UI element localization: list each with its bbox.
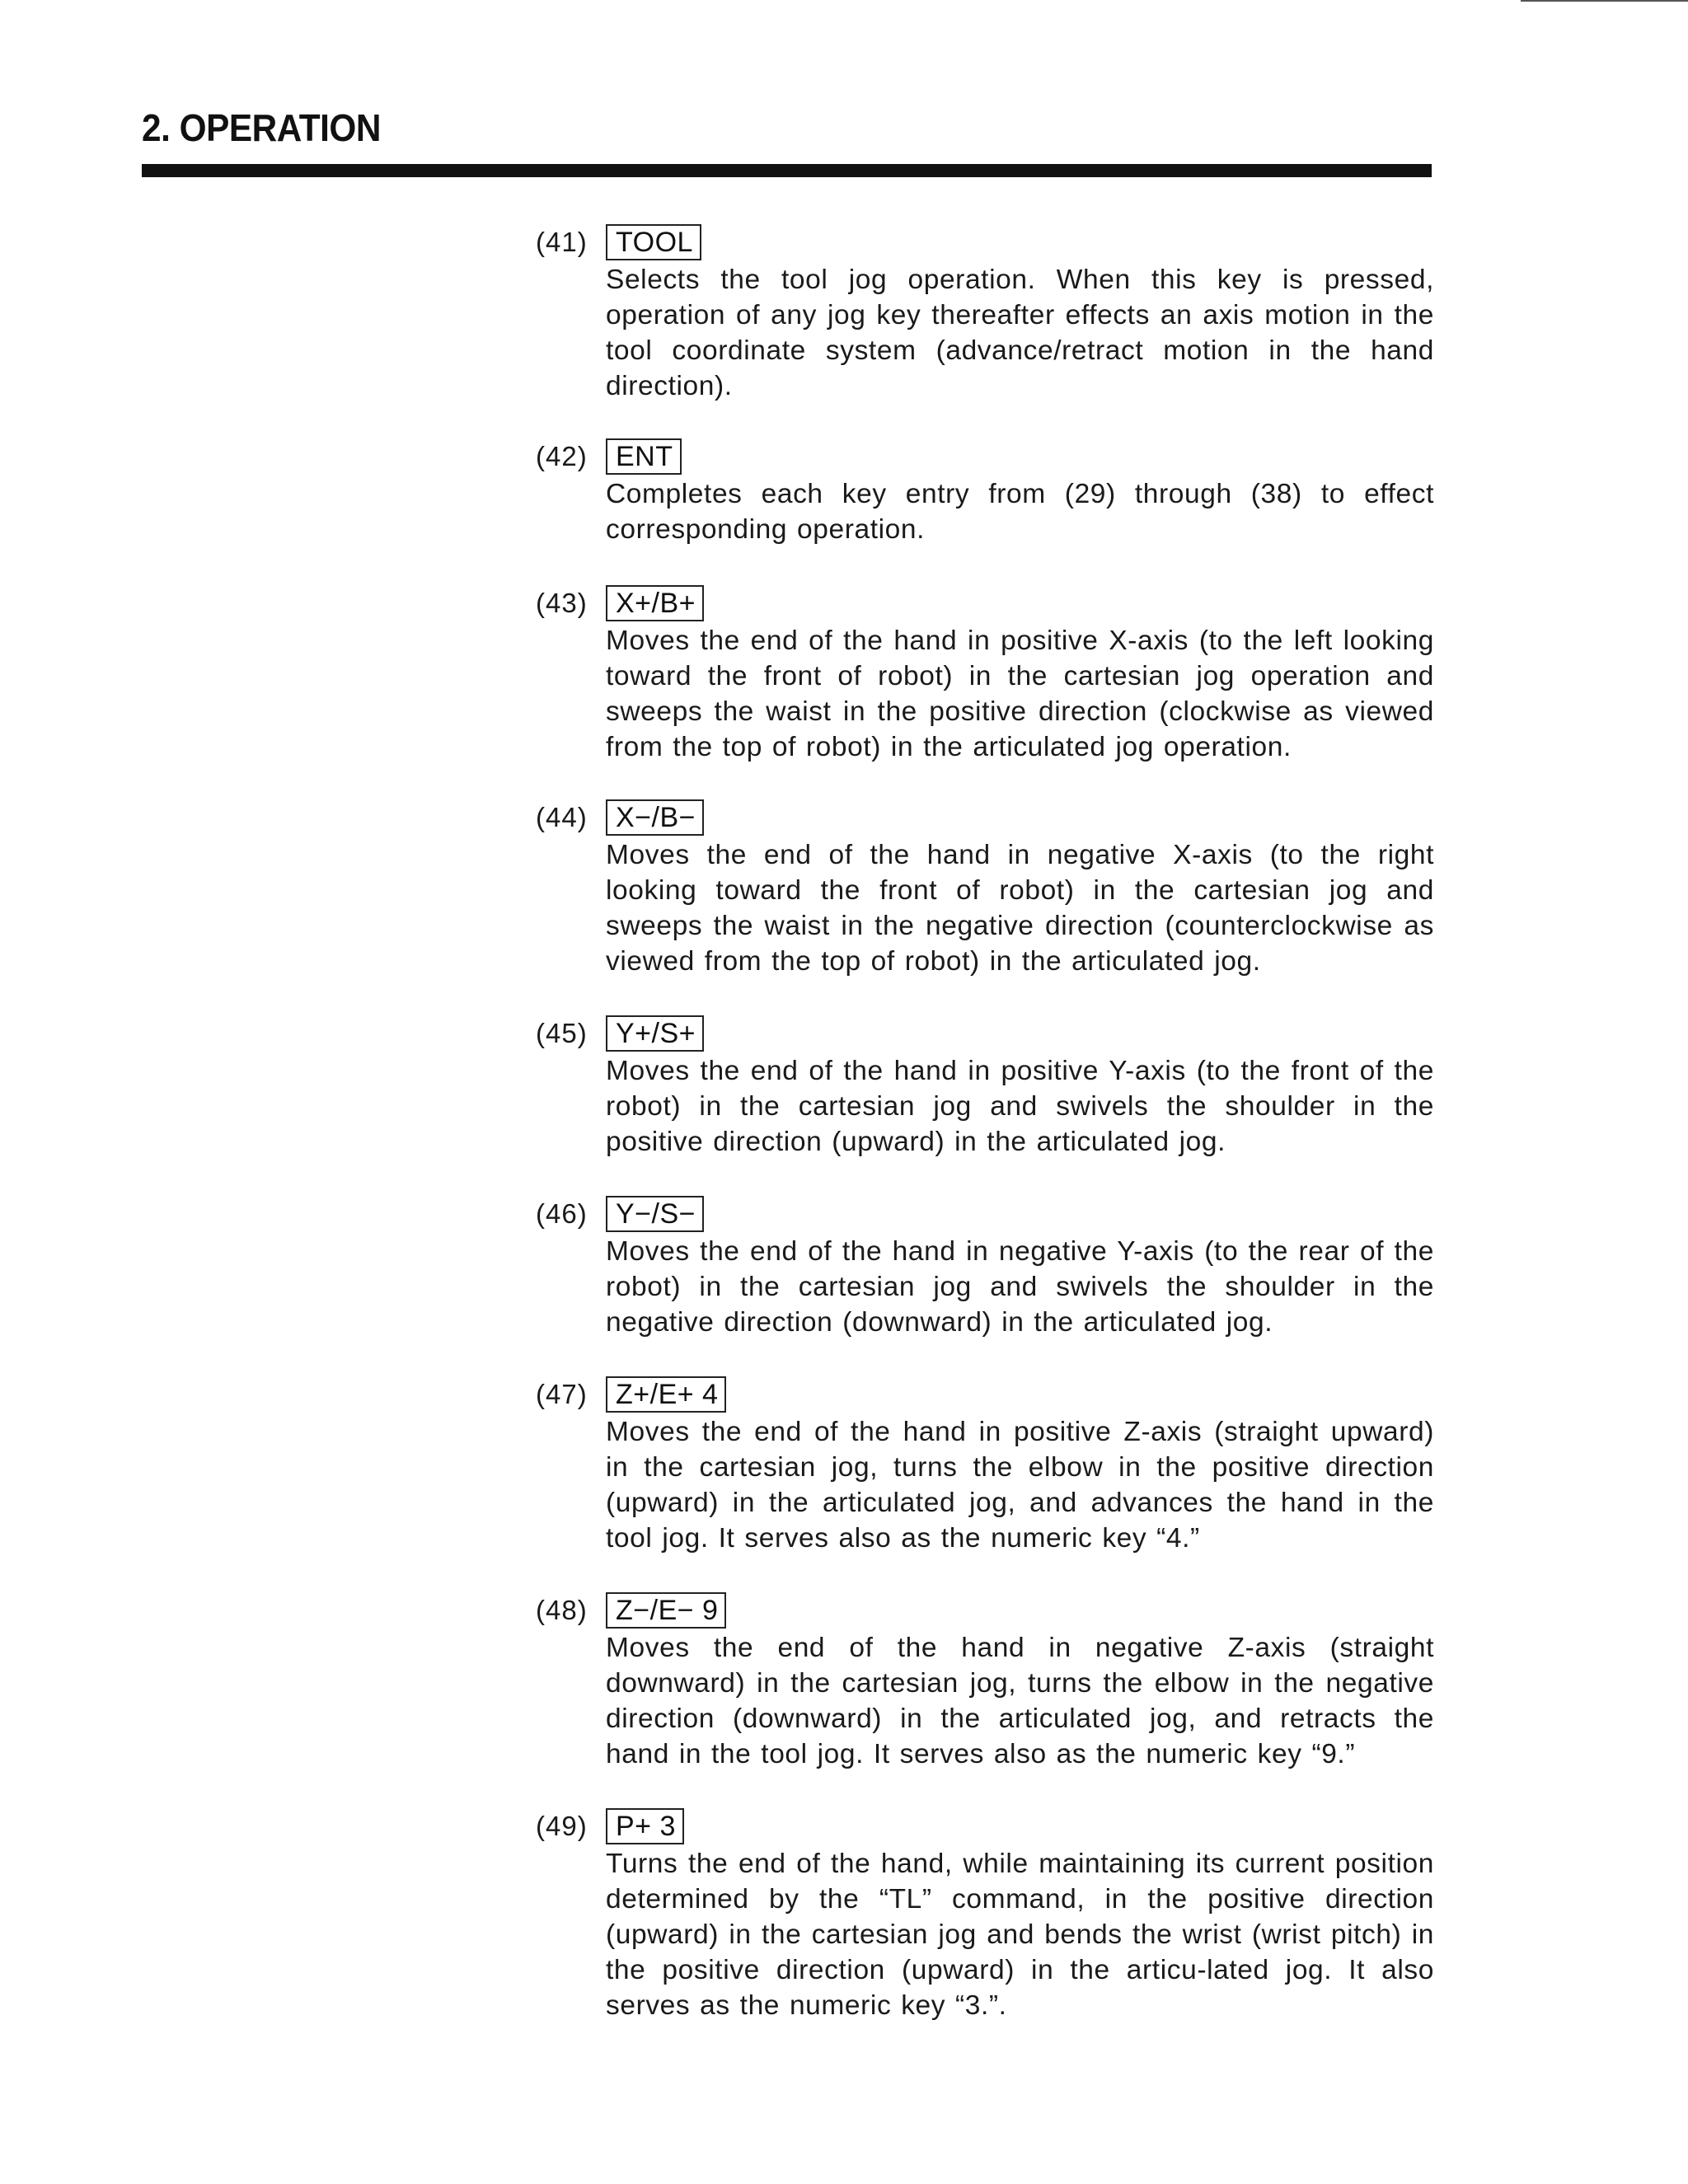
- section-title: 2. OPERATION: [142, 106, 381, 149]
- x-plus-key-label: X+/B+: [606, 585, 704, 621]
- entry-42: [536, 437, 1434, 547]
- entry-description: Moves the end of the hand in positive Z-axis (straight upward) in the cartesian jog, turns the elbow in the positive direction (upward) in the articulated jog, and advances the hand in the tool jog. It serves also as the numeric key “4.”: [606, 1417, 1434, 1554]
- entry-number: (49): [536, 1811, 588, 1841]
- entry-44: [536, 798, 1434, 979]
- y-minus-key-label: Y−/S−: [606, 1196, 704, 1232]
- entry-46: [536, 1194, 1434, 1340]
- entry-41: [536, 223, 1434, 404]
- tool-key-label: TOOL: [606, 224, 701, 260]
- entry-header: [536, 1807, 1434, 1846]
- entry-48: [536, 1591, 1434, 1772]
- entry-number: (43): [536, 588, 588, 618]
- entry-number: (46): [536, 1198, 588, 1229]
- y-plus-key-label: Y+/S+: [606, 1015, 704, 1052]
- entry-header: [536, 1375, 1434, 1414]
- key-description-list: [536, 223, 1434, 2023]
- p-plus-key-label: P+ 3: [606, 1808, 684, 1844]
- entry-number: (41): [536, 227, 588, 257]
- entry-description: Moves the end of the hand in positive X-axis (to the left looking toward the front of robot) in the cartesian jog operation and sweeps the waist in the positive direction (clockwise as viewed from the top of robot) in the articulated jog operation.: [606, 626, 1434, 762]
- entry-49: [536, 1807, 1434, 2023]
- entry-43: [536, 583, 1434, 765]
- title-underline-bar: [142, 164, 1432, 177]
- entry-description: Moves the end of the hand in negative X-axis (to the right looking toward the front of robot) in the cartesian jog and sweeps the waist in the negative direction (counterclockwise as viewed from the top of robot) in the articulated jog.: [606, 840, 1434, 977]
- entry-number: (48): [536, 1595, 588, 1625]
- entry-header: [536, 798, 1434, 837]
- entry-number: (42): [536, 441, 588, 471]
- entry-description: Moves the end of the hand in positive Y-axis (to the front of the robot) in the cartesian jog and swivels the shoulder in the positive direction (upward) in the articulated jog.: [606, 1056, 1434, 1157]
- z-plus-key-label: Z+/E+ 4: [606, 1376, 726, 1413]
- entry-47: [536, 1375, 1434, 1556]
- entry-description: Moves the end of the hand in negative Y-axis (to the rear of the robot) in the cartesian jog and swivels the shoulder in the negative direction (downward) in the articulated jog.: [606, 1236, 1434, 1338]
- entry-description: Selects the tool jog operation. When this key is pressed, operation of any jog key thereafter effects an axis motion in the tool coordinate system (advance/retract motion in the hand direction).: [606, 265, 1434, 401]
- entry-description: Completes each key entry from (29) through (38) to effect corresponding operation.: [606, 479, 1434, 545]
- entry-number: (47): [536, 1379, 588, 1409]
- entry-number: (45): [536, 1018, 588, 1048]
- entry-description: Moves the end of the hand in negative Z-axis (straight downward) in the cartesian jog, turns the elbow in the negative direction (downward) in the articulated jog, and retracts the hand in the tool jog. It serves also as the numeric key “9.”: [606, 1633, 1434, 1769]
- entry-header: [536, 1194, 1434, 1234]
- entry-header: [536, 437, 1434, 476]
- x-minus-key-label: X−/B−: [606, 799, 704, 836]
- z-minus-key-label: Z−/E− 9: [606, 1592, 726, 1629]
- entry-number: (44): [536, 802, 588, 832]
- entry-description: Turns the end of the hand, while maintaining its current position determined by the “TL” command, in the positive direction (upward) in the cartesian jog and bends the wrist (wrist pitch) in the positive direction (upward) in the articu-lated jog. It also serves as the numeric key “3.”.: [606, 1849, 1434, 2021]
- ent-key-label: ENT: [606, 438, 682, 475]
- entry-header: [536, 223, 1434, 262]
- page-edge-rule: [1521, 0, 1688, 2]
- entry-header: [536, 1591, 1434, 1630]
- entry-header: [536, 1014, 1434, 1053]
- entry-45: [536, 1014, 1434, 1160]
- entry-header: [536, 583, 1434, 623]
